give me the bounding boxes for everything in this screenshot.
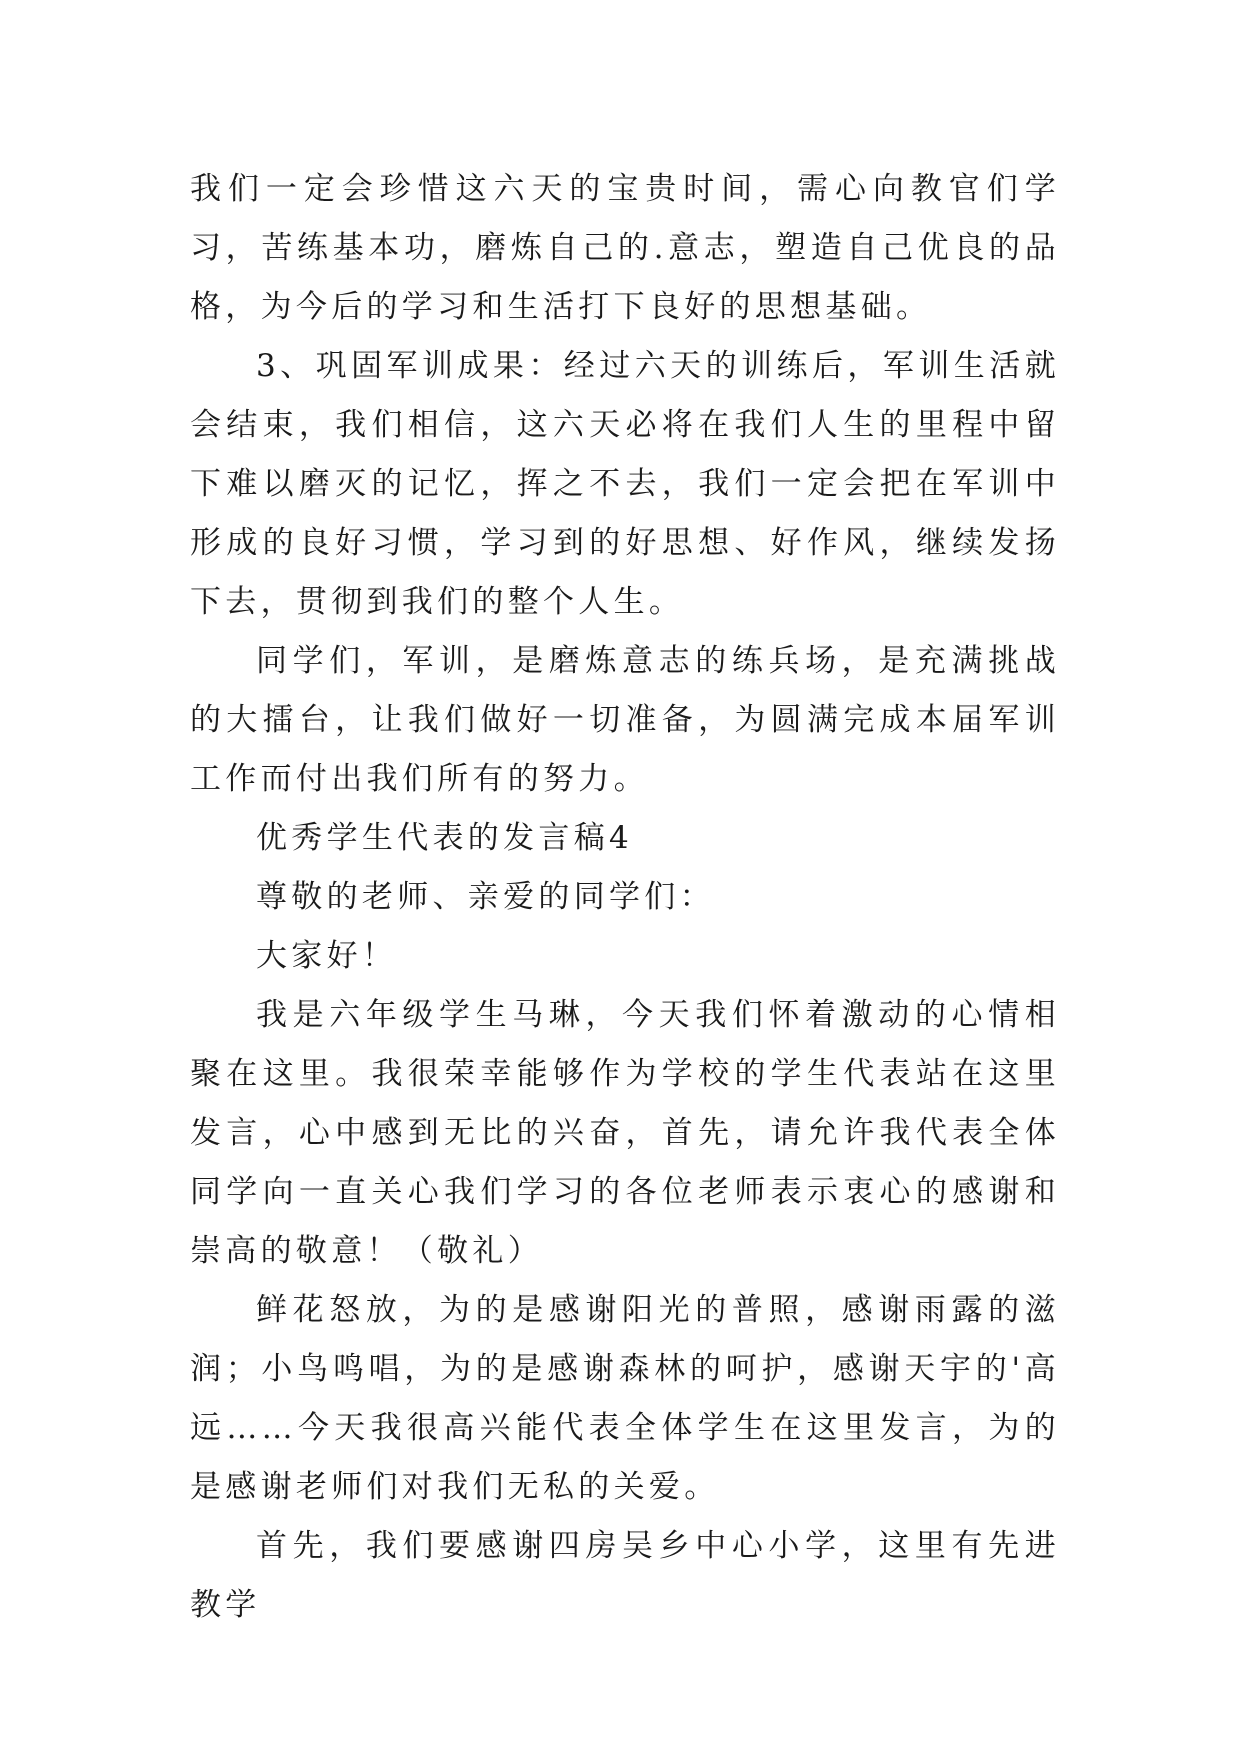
greeting: 大家好！ [256, 938, 398, 974]
salutation: 尊敬的老师、亲爱的同学们： [256, 879, 715, 915]
document-body [190, 160, 1060, 1635]
paragraph-introduction: 我是六年级学生马琳，今天我们怀着激动的心情相聚在这里。我很荣幸能够作为学校的学生代表站在这里发言，心中感到无比的兴奋，首先，请允许我代表全体同学向一直关心我们学习的各位老师表示衷心的感谢和崇高的敬意！（敬礼） [190, 997, 1060, 1269]
paragraph-continued: 我们一定会珍惜这六天的宝贵时间，需心向教官们学习，苦练基本功，磨炼自己的.意志，塑造自己优良的品格，为今后的学习和生活打下良好的思想基础。 [190, 171, 1060, 325]
section-heading: 优秀学生代表的发言稿4 [256, 820, 634, 856]
paragraph-closing: 同学们，军训，是磨炼意志的练兵场，是充满挑战的大擂台，让我们做好一切准备，为圆满完成本届军训工作而付出我们所有的努力。 [190, 643, 1060, 797]
paragraph-first-thanks: 首先，我们要感谢四房吴乡中心小学，这里有先进教学 [190, 1528, 1060, 1623]
paragraph-gratitude: 鲜花怒放，为的是感谢阳光的普照，感谢雨露的滋润；小鸟鸣唱，为的是感谢森林的呵护，感谢天宇的'高远……今天我很高兴能代表全体学生在这里发言，为的是感谢老师们对我们无私的关爱。 [190, 1292, 1060, 1505]
paragraph-item-3: 3、巩固军训成果：经过六天的训练后，军训生活就会结束，我们相信，这六天必将在我们人生的里程中留下难以磨灭的记忆，挥之不去，我们一定会把在军训中形成的良好习惯，学习到的好思想、好作风，继续发扬下去，贯彻到我们的整个人生。 [190, 348, 1060, 620]
